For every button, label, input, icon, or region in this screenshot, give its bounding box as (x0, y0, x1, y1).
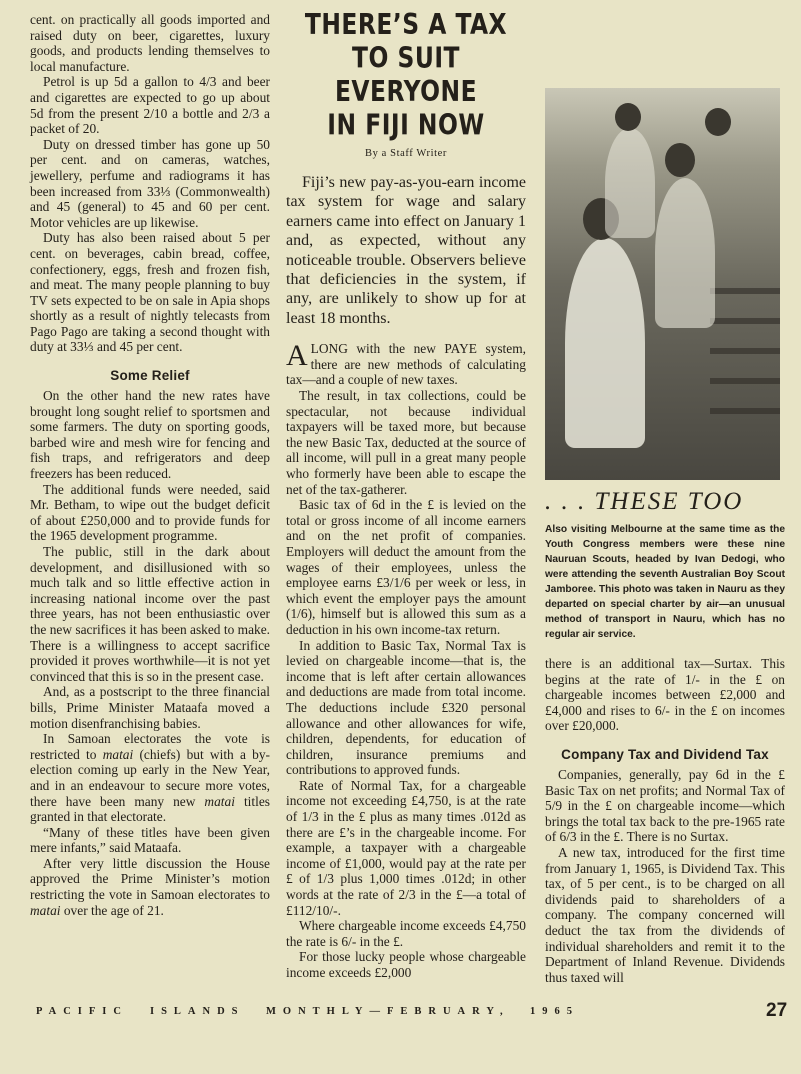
paragraph: On the other hand the new rates have brought long sought relief to sportsmen and some farmers. The duty on sporting goods, barbed wire and mesh wire for fencing and fish traps, and refrigerators and deep freezers has been reduced. (30, 388, 270, 482)
headline-line: TO SUIT EVERYONE (334, 42, 478, 109)
stair-step (710, 408, 780, 414)
paragraph: Duty on dressed timber has gone up 50 per cent. and on cameras, watches, jewellery, perfume and radiograms it has been increased from 33⅓ (Commonwealth) and 45 (general) to 45 and 60 per cent. Motor vehicles are up likewise. (30, 136, 270, 230)
matai-term: matai (30, 902, 61, 918)
stair-step (710, 288, 780, 294)
scout-head (615, 103, 641, 131)
scout-figure (655, 178, 715, 328)
paragraph: Rate of Normal Tax, for a chargeable income not exceeding £4,750, is at the rate of 1/3 in the £ plus as many times .012d as there are £’s in the chargeable income. For example, a taxpayer with a chargeable income of £1,000, would pay at the rate per £ of 1/3 plus 1,000 times .012d; in other words at the rate of 2/3 in the £—a total of £112/10/-. (286, 777, 526, 918)
column-middle (286, 9, 526, 981)
paragraph (286, 341, 526, 388)
paragraph: The additional funds were needed, said Mr. Betham, to wipe out the budget deficit of about £250,000 and to provide funds for the 1965 development programme. (30, 481, 270, 544)
matai-term: matai (204, 793, 235, 809)
stair-step (710, 348, 780, 354)
matai-term: matai (102, 746, 134, 762)
scout-figure (605, 128, 655, 238)
page-number: 27 (766, 1000, 788, 1021)
text-run: (chiefs) but with a by-election coming up early in the New Year, and in an endeavour to secure more votes, there have been many new (30, 746, 270, 809)
text-run: LONG with the new PAYE system, there are new methods of calculating tax—and a couple of new taxes. (286, 341, 526, 388)
paragraph (30, 856, 270, 918)
headline-line: IN FIJI NOW (327, 109, 485, 142)
paragraph: there is an additional tax—Surtax. This begins at the rate of 1/- in the £ on chargeable incomes between £2,000 and £4,000 and rises to 6/- in the £ on incomes over £20,000. (545, 656, 785, 734)
column-left (30, 12, 270, 918)
scout-head (705, 108, 731, 136)
scout-head (665, 143, 695, 177)
lead-paragraph: Fiji’s new pay-as-you-earn income tax system for wage and salary earners came into effect on January 1 and, as expected, without any noticeable trouble. Observers believe that deficiencies in the system, if any, are unlikely to show up for at least 18 months. (286, 174, 526, 327)
text-run: titles granted in that electorate. (30, 793, 270, 825)
photo-heading: . . . THESE TOO (545, 488, 744, 515)
paragraph: For those lucky people whose chargeable income exceeds £2,000 (286, 949, 526, 980)
column-right (545, 12, 785, 985)
paragraph: Companies, generally, pay 6d in the £ Basic Tax on net profits; and Normal Tax of 5/9 in the £ on chargeable income—which brings the total tax back to the pre-1965 rate of 6/3 in the £. There is no Surtax. (545, 766, 785, 845)
paragraph: And, as a postscript to the three financial bills, Prime Minister Mataafa moved a motion disenfranchising babies. (30, 684, 270, 731)
headline-line: THERE’S A TAX (304, 9, 508, 42)
text-run: After very little discussion the House approved the Prime Minister’s motion restricting the vote in Samoan electorates to (30, 855, 270, 903)
text-run: In Samoan electorates the vote is restricted to (30, 731, 270, 762)
footer-word: ISLANDS (150, 1006, 245, 1017)
footer-word: 1965 (530, 1006, 579, 1017)
paragraph: Basic tax of 6d in the £ is levied on the total or gross income of all income earners and on the net profit of companies. Employers will deduct the amount from the wages of their employees, unless the employee earns £3/1/6 per week or less, in which event the employer pays the amount (1/6), himself but is allowed this sum as a deduction in his own income-tax return. (286, 497, 526, 637)
text-run: over the age of 21. (60, 902, 164, 918)
scout-figure (565, 238, 645, 448)
paragraph: cent. on practically all goods imported and raised duty on beer, cigarettes, luxury goods, and products lending themselves to local manufacture. (30, 12, 270, 74)
paragraph: “Many of these titles have been given mere infants,” said Mataafa. (30, 824, 270, 856)
paragraph: Duty has also been raised about 5 per cent. on beverages, cabin bread, coffee, confectionery, eggs, fresh and frozen fish, and meat. The many people planning to buy TV sets expected to be on sale in Apia shops shortly as a result of nightly telecasts from Pago Pago are taking a second thought with duty at 33⅓ and 45 per cent. (30, 230, 270, 355)
paragraph: The public, still in the dark about development, and disillusioned with so much talk and so little effective action in increasing national income over the past three years, has not been enthusiastic over the new sacrifices it has been asked to make. There is a willingness to accept sacrifice provided it proves worthwhile—it is not yet convinced that this is so in the present case. (30, 544, 270, 684)
stair-step (710, 378, 780, 384)
footer-word: PACIFIC (36, 1006, 128, 1017)
paragraph: The result, in tax collections, could be spectacular, not because individual taxpayers will be taxed more, but because the new Basic Tax, deducted at the source of all income, will pull in a great many people who formerly have been able to escape the net of the tax-gatherer. (286, 388, 526, 497)
subheading-company-tax: Company Tax and Dividend Tax (561, 746, 769, 762)
byline: By a Staff Writer (365, 148, 447, 159)
footer-word: MONTHLY—FEBRUARY, (266, 1006, 510, 1017)
photo-caption: Also visiting Melbourne at the same time as the Youth Congress members were these nine Nauruan Scouts, headed by Ivan Dedogi, who were attending the seventh Australian Boy Scout Jamboree. This photo was taken in Nauru as they departed on special charter by air—an unusual method of transport in Nauru, which has no regular air service. (545, 524, 785, 640)
scouts-photo (545, 88, 780, 480)
paragraph: Where chargeable income exceeds £4,750 the rate is 6/- in the £. (286, 918, 526, 949)
subheading-some-relief: Some Relief (110, 368, 190, 384)
paragraph (30, 731, 270, 825)
paragraph: Petrol is up 5d a gallon to 4/3 and beer and cigarettes are expected to go up about 5d from the present 2/10 a bottle and 2/3 a packet of 20. (30, 74, 270, 137)
drop-cap: A (286, 339, 308, 373)
stair-step (710, 318, 780, 324)
paragraph: A new tax, introduced for the first time from January 1, 1965, is Dividend Tax. This tax, of 5 per cent., is to be charged on all dividends paid to shareholders of a company. The company concerned will deduct the tax from the dividends of individual shareholders and remit it to the Department of Inland Revenue. Dividends thus taxed will (545, 844, 785, 985)
article-headline (286, 9, 526, 143)
paragraph: In addition to Basic Tax, Normal Tax is levied on chargeable income—that is, the income that is left after certain allowances and deductions are made from total income. The deductions include £320 personal allowance and other allowances for wife, children, dependents, for education of children, insurance premiums and contributions to approved funds. (286, 637, 526, 778)
